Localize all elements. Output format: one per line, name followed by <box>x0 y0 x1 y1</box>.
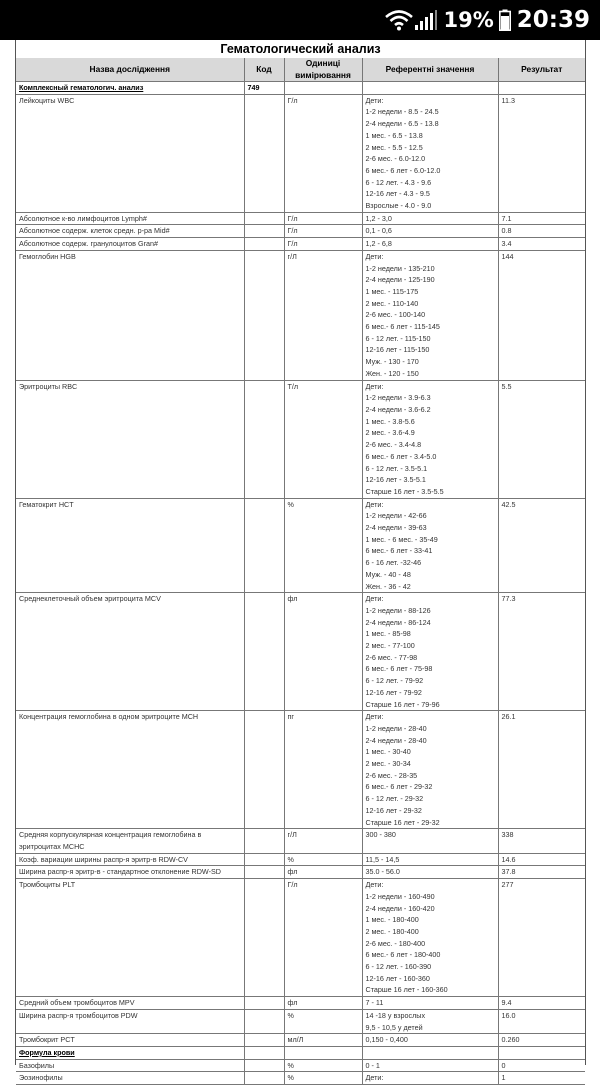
reference-line: 6 - 12 лет. - 29-32 <box>365 794 424 804</box>
reference-line: 6 мес.- 6 лет - 6.0-12.0 <box>365 165 441 175</box>
reference-line: 1 мес. - 6.5 - 13.8 <box>365 130 423 140</box>
test-name: Тромбокрит PCT <box>19 1035 75 1045</box>
code-cell <box>244 94 284 212</box>
test-name-cell <box>16 1059 244 1072</box>
reference-cell <box>362 829 498 853</box>
code-cell <box>244 1046 284 1059</box>
table-row <box>16 380 585 498</box>
reference-cell <box>362 250 498 380</box>
code-cell <box>244 238 284 251</box>
test-name-cell <box>16 1034 244 1047</box>
reference-line: 6 мес.- 6 лет - 115-145 <box>365 322 440 332</box>
reference-cell <box>362 380 498 498</box>
test-name: Гемоглобин HGB <box>19 251 76 261</box>
reference-cell <box>362 879 498 997</box>
test-name-cell <box>16 225 244 238</box>
test-name: Эритроциты RBC <box>19 381 78 391</box>
units-cell: % <box>284 498 362 593</box>
table-row <box>16 94 585 212</box>
test-name-cell <box>16 82 244 95</box>
reference-line: 6 мес.- 6 лет - 33-41 <box>365 546 433 556</box>
reference-line: Дети: <box>365 594 384 604</box>
units-cell: фл <box>284 866 362 879</box>
test-name-cell <box>16 853 244 866</box>
code-cell: 749 <box>244 82 284 95</box>
reference-line: 12-16 лет - 160-360 <box>365 973 430 983</box>
reference-line: Муж. - 130 - 170 <box>365 357 419 367</box>
reference-line: 2 мес. - 5.5 - 12.5 <box>365 142 423 152</box>
reference-cell <box>362 711 498 829</box>
test-name-cell <box>16 380 244 498</box>
reference-line: 14 -18 у взрослых <box>365 1010 426 1020</box>
reference-line: Дети: <box>365 251 384 261</box>
test-name: Абсолютное содерж. клеток средн. р-ра Mid# <box>19 226 170 236</box>
reference-cell <box>362 498 498 593</box>
test-name-cell <box>16 997 244 1010</box>
units-cell <box>284 1046 362 1059</box>
code-cell <box>244 225 284 238</box>
reference-line: 6 - 16 лет. -32-46 <box>365 558 422 568</box>
test-name: Ширина распр-я тромбоцитов PDW <box>19 1010 138 1020</box>
reference-line: 1 мес. - 85-98 <box>365 629 411 639</box>
reference-line: Муж. - 40 - 48 <box>365 569 411 579</box>
test-name-cell <box>16 498 244 593</box>
reference-line: 12-16 лет - 4.3 - 9.5 <box>365 189 430 199</box>
table-row <box>16 250 585 380</box>
code-cell <box>244 997 284 1010</box>
signal-icon <box>414 9 438 31</box>
reference-line: 2 мес. - 110-140 <box>365 298 419 308</box>
reference-line: Старше 16 лет - 29-32 <box>365 817 440 827</box>
reference-line: Старше 16 лет - 160-360 <box>365 985 448 995</box>
table-row <box>16 212 585 225</box>
reference-cell <box>362 1034 498 1047</box>
result-cell: 338 <box>498 829 585 853</box>
code-cell <box>244 380 284 498</box>
units-cell: фл <box>284 593 362 711</box>
code-cell <box>244 853 284 866</box>
test-name-cell <box>16 212 244 225</box>
test-name-cell <box>16 1072 244 1085</box>
reference-line: 6 мес.- 6 лет - 180-400 <box>365 950 441 960</box>
reference-line: 2-6 мес. - 77-98 <box>365 652 418 662</box>
reference-line: Жен. - 120 - 150 <box>365 368 419 378</box>
units-cell: мл/Л <box>284 1034 362 1047</box>
reference-line: 1-2 недели - 3.9-6.3 <box>365 393 431 403</box>
reference-cell <box>362 853 498 866</box>
result-cell: 1 <box>498 1072 585 1085</box>
units-cell: пг <box>284 711 362 829</box>
units-cell: % <box>284 1059 362 1072</box>
reference-line: 2 мес. - 77-100 <box>365 641 415 651</box>
reference-line: Старше 16 лет - 79-96 <box>365 699 440 709</box>
result-cell: 144 <box>498 250 585 380</box>
reference-line: 6 мес.- 6 лет - 3.4-5.0 <box>365 451 437 461</box>
header-units: Одиниці вимірювання <box>284 58 362 82</box>
table-row <box>16 498 585 593</box>
reference-line: 1-2 недели - 135-210 <box>365 263 435 273</box>
result-cell: 0.260 <box>498 1034 585 1047</box>
table-row <box>16 1072 585 1085</box>
header-reference: Референтні значення <box>362 58 498 82</box>
table-row <box>16 238 585 251</box>
table-row <box>16 997 585 1010</box>
reference-line: 1 мес. - 6 мес. - 35-49 <box>365 534 438 544</box>
test-name-cell <box>16 238 244 251</box>
result-cell: 77.3 <box>498 593 585 711</box>
result-cell: 37.8 <box>498 866 585 879</box>
reference-line: Дети: <box>365 499 384 509</box>
reference-line: 12-16 лет - 29-32 <box>365 805 422 815</box>
table-row <box>16 853 585 866</box>
code-cell <box>244 866 284 879</box>
result-cell: 3.4 <box>498 238 585 251</box>
reference-line: 1-2 недели - 28-40 <box>365 723 427 733</box>
reference-line: Взрослые - 4.0 - 9.0 <box>365 201 432 211</box>
test-name: Среднеклеточный объем эритроцита MCV <box>19 594 161 604</box>
table-row <box>16 866 585 879</box>
reference-line: 7 - 11 <box>365 998 384 1008</box>
reference-cell <box>362 238 498 251</box>
table-row <box>16 593 585 711</box>
test-name: Базофилы <box>19 1060 55 1070</box>
units-cell: г/Л <box>284 829 362 853</box>
result-cell: 14.6 <box>498 853 585 866</box>
reference-line: 2-4 недели - 28-40 <box>365 735 427 745</box>
reference-line: 12-16 лет - 79-92 <box>365 687 422 697</box>
reference-cell <box>362 1059 498 1072</box>
code-cell <box>244 1059 284 1072</box>
code-cell <box>244 1072 284 1085</box>
test-name: Гематокрит HCT <box>19 499 74 509</box>
result-cell: 277 <box>498 879 585 997</box>
test-name-cell <box>16 1046 244 1059</box>
units-cell: г/Л <box>284 250 362 380</box>
units-cell: Г/л <box>284 212 362 225</box>
test-name-cell <box>16 250 244 380</box>
test-name-cell <box>16 94 244 212</box>
reference-cell <box>362 225 498 238</box>
reference-line: 2-4 недели - 160-420 <box>365 903 435 913</box>
test-name: Средний объем тромбоцитов MPV <box>19 998 135 1008</box>
lab-report <box>15 40 586 1083</box>
reference-cell <box>362 593 498 711</box>
reference-line: 6 - 12 лет. - 79-92 <box>365 676 424 686</box>
battery-percent: 19% <box>443 8 494 32</box>
reference-line: 2 мес. - 3.6-4.9 <box>365 428 415 438</box>
reference-line: 1-2 недели - 160-490 <box>365 891 435 901</box>
section-row <box>16 82 585 95</box>
reference-line: 6 мес.- 6 лет - 75-98 <box>365 664 433 674</box>
code-cell <box>244 593 284 711</box>
reference-line: 0 - 1 <box>365 1060 380 1070</box>
table-row <box>16 1059 585 1072</box>
units-cell <box>284 82 362 95</box>
reference-line: 1-2 недели - 8.5 - 24.5 <box>365 107 439 117</box>
result-cell: 7.1 <box>498 212 585 225</box>
test-name-cell <box>16 866 244 879</box>
reference-line: 35.0 - 56.0 <box>365 867 400 877</box>
reference-line: Дети: <box>365 880 384 890</box>
reference-line: 2-6 мес. - 6.0-12.0 <box>365 154 426 164</box>
reference-line: 1 мес. - 30-40 <box>365 747 411 757</box>
code-cell <box>244 879 284 997</box>
reference-line: 2-4 недели - 3.6-6.2 <box>365 404 431 414</box>
reference-line: 6 - 12 лет. - 3.5-5.1 <box>365 463 428 473</box>
units-cell: % <box>284 1009 362 1033</box>
reference-line: 2-6 мес. - 100-140 <box>365 310 426 320</box>
reference-line: 2-6 мес. - 3.4-4.8 <box>365 440 422 450</box>
result-cell: 0.8 <box>498 225 585 238</box>
table-row <box>16 1034 585 1047</box>
reference-line: 2-6 мес. - 28-35 <box>365 770 418 780</box>
reference-cell <box>362 1046 498 1059</box>
test-name: Эозинофилы <box>19 1073 63 1083</box>
units-cell: % <box>284 853 362 866</box>
reference-line: 11,5 - 14,5 <box>365 854 400 864</box>
reference-cell <box>362 212 498 225</box>
reference-line: Дети: <box>365 1073 384 1083</box>
reference-line: 2-4 недели - 86-124 <box>365 617 431 627</box>
test-name: Формула крови <box>19 1047 75 1057</box>
units-cell: Г/л <box>284 225 362 238</box>
reference-line: 12-16 лет - 115-150 <box>365 345 430 355</box>
reference-cell <box>362 1072 498 1085</box>
test-name: Средняя корпускулярная концентрация гемоглобина в эритроцитах MCHC <box>19 830 202 851</box>
reference-line: Дети: <box>365 381 384 391</box>
reference-line: 6 - 12 лет. - 160-390 <box>365 962 432 972</box>
reference-cell <box>362 997 498 1010</box>
result-cell: 16.0 <box>498 1009 585 1033</box>
reference-line: 2 мес. - 30-34 <box>365 759 411 769</box>
reference-line: 2-4 недели - 39-63 <box>365 523 427 533</box>
status-bar <box>0 0 600 40</box>
reference-line: 0,150 - 0,400 <box>365 1035 408 1045</box>
code-cell <box>244 711 284 829</box>
reference-line: 0,1 - 0,6 <box>365 226 392 236</box>
reference-cell <box>362 1009 498 1033</box>
result-cell <box>498 1046 585 1059</box>
reference-line: 1 мес. - 180-400 <box>365 915 419 925</box>
test-name: Концентрация гемоглобина в одном эритроците MCH <box>19 712 199 722</box>
result-cell: 11.3 <box>498 94 585 212</box>
reference-line: 6 - 12 лет. - 115-150 <box>365 333 431 343</box>
test-name-cell <box>16 829 244 853</box>
test-name-cell <box>16 1009 244 1033</box>
test-name: Абсолютное к-во лимфоцитов Lymph# <box>19 213 147 223</box>
test-name: Тромбоциты PLT <box>19 880 76 890</box>
test-name-cell <box>16 879 244 997</box>
code-cell <box>244 1009 284 1033</box>
reference-line: 6 - 12 лет. - 4.3 - 9.6 <box>365 177 432 187</box>
result-cell: 0 <box>498 1059 585 1072</box>
test-name: Комплексный гематологич. анализ <box>19 83 144 92</box>
reference-line: 300 - 380 <box>365 830 396 840</box>
result-cell: 26.1 <box>498 711 585 829</box>
table-row <box>16 879 585 997</box>
reference-line: 6 мес.- 6 лет - 29-32 <box>365 782 433 792</box>
reference-cell <box>362 866 498 879</box>
battery-icon <box>499 9 511 31</box>
reference-line: 12-16 лет - 3.5-5.1 <box>365 475 426 485</box>
units-cell: Т/л <box>284 380 362 498</box>
header-result: Результат <box>498 58 585 82</box>
units-cell: Г/л <box>284 879 362 997</box>
table-row <box>16 225 585 238</box>
test-name: Ширина распр-я эритр-в - стандартное отклонение RDW-SD <box>19 867 221 877</box>
reference-line: 1 мес. - 115-175 <box>365 286 419 296</box>
test-name-cell <box>16 711 244 829</box>
reference-line: 1-2 недели - 88-126 <box>365 605 431 615</box>
test-name: Лейкоциты WBC <box>19 95 75 105</box>
reference-line: 1,2 - 3,0 <box>365 213 392 223</box>
reference-line: Старше 16 лет - 3.5-5.5 <box>365 486 444 496</box>
reference-line: 2 мес. - 180-400 <box>365 926 419 936</box>
result-cell: 5.5 <box>498 380 585 498</box>
table-row <box>16 1009 585 1033</box>
results-table <box>16 58 585 1085</box>
table-row <box>16 829 585 853</box>
units-cell: Г/л <box>284 238 362 251</box>
result-cell: 42.5 <box>498 498 585 593</box>
reference-line: 1 мес. - 3.8-5.6 <box>365 416 415 426</box>
reference-line: 2-4 недели - 125-190 <box>365 275 435 285</box>
reference-line: 1-2 недели - 42-66 <box>365 511 427 521</box>
code-cell <box>244 212 284 225</box>
code-cell <box>244 250 284 380</box>
code-cell <box>244 498 284 593</box>
code-cell <box>244 1034 284 1047</box>
test-name: Абсолютное содерж. гранулоцитов Gran# <box>19 239 158 249</box>
reference-line: 2-4 недели - 6.5 - 13.8 <box>365 119 439 129</box>
header-code: Код <box>244 58 284 82</box>
clock: 20:39 <box>516 7 590 33</box>
result-cell <box>498 82 585 95</box>
units-cell: фл <box>284 997 362 1010</box>
header-name: Назва дослідження <box>16 58 244 82</box>
reference-line: Дети: <box>365 95 384 105</box>
reference-line: 2-6 мес. - 180-400 <box>365 938 426 948</box>
test-name: Коэф. вариации ширины распр-я эритр-в RDW-CV <box>19 854 188 864</box>
reference-line: 1,2 - 6,8 <box>365 239 392 249</box>
section-row <box>16 1046 585 1059</box>
units-cell: % <box>284 1072 362 1085</box>
result-cell: 9.4 <box>498 997 585 1010</box>
test-name-cell <box>16 593 244 711</box>
reference-line: Жен. - 36 - 42 <box>365 581 411 591</box>
wifi-icon <box>384 9 414 31</box>
reference-cell <box>362 94 498 212</box>
reference-line: 9,5 - 10,5 у детей <box>365 1022 423 1032</box>
reference-cell <box>362 82 498 95</box>
reference-line: Дети: <box>365 712 384 722</box>
units-cell: Г/л <box>284 94 362 212</box>
code-cell <box>244 829 284 853</box>
report-title: Гематологический анализ <box>220 42 381 56</box>
table-header-row <box>16 58 585 82</box>
table-row <box>16 711 585 829</box>
